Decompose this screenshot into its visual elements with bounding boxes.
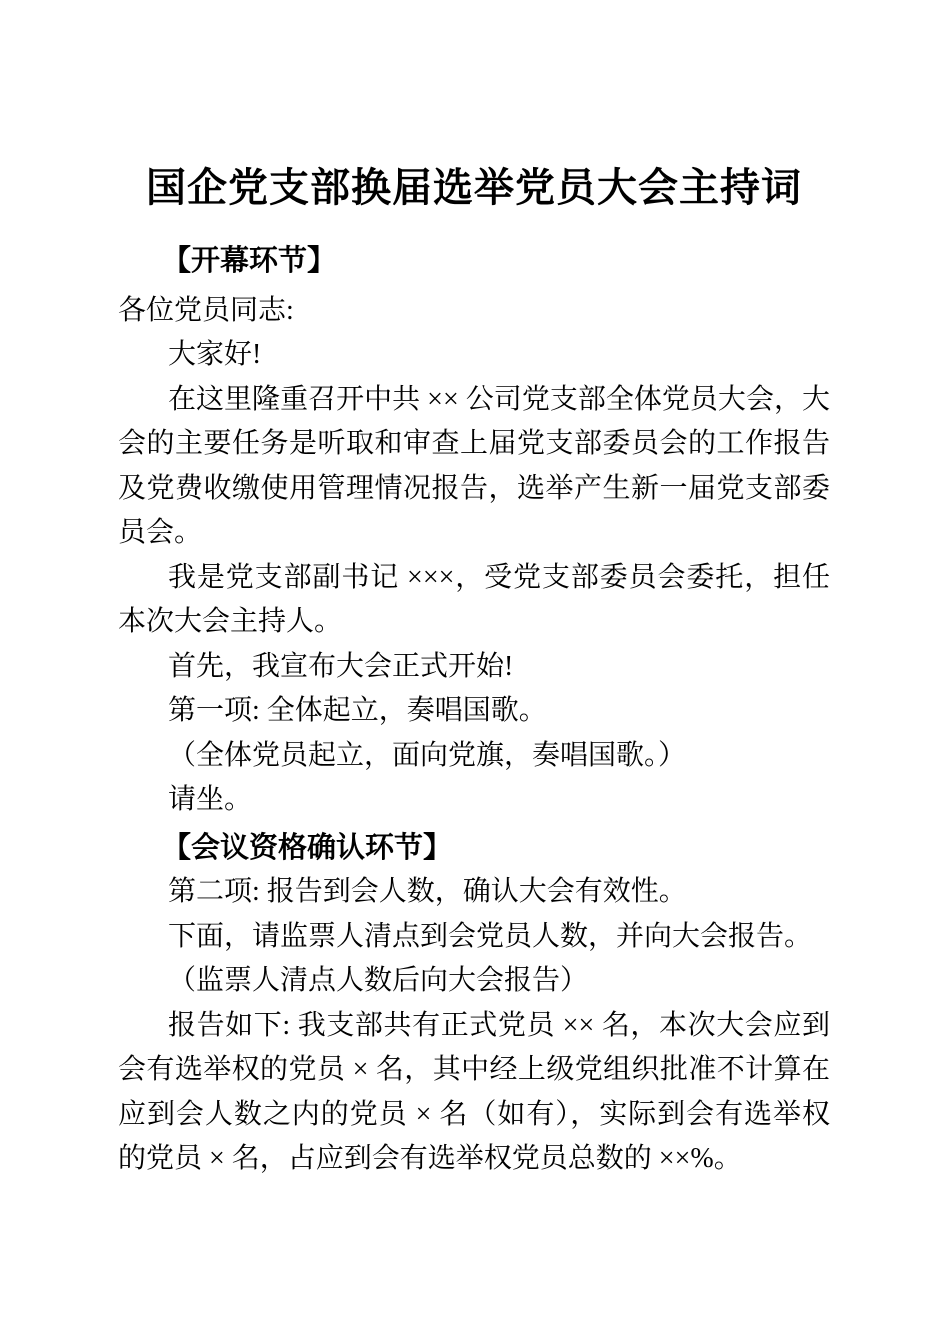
paragraph-salutation: 各位党员同志: bbox=[118, 294, 294, 326]
document-content bbox=[0, 164, 950, 1182]
paragraph-item-two: 第二项: 报告到会人数，确认大会有效性。 bbox=[168, 876, 687, 907]
paragraph-host-introduction: 我是党支部副书记 ×××，受党支部委员会委托，担任本次大会主持人。 bbox=[118, 561, 830, 637]
section-heading-qualification: 【会议资格确认环节】 bbox=[162, 831, 453, 864]
document-title: 国企党支部换届选举党员大会主持词 bbox=[146, 165, 802, 210]
paragraph-teller-stage-direction: （监票人清点人数后向大会报告） bbox=[168, 965, 589, 996]
paragraph-attendance-report: 报告如下: 我支部共有正式党员 ×× 名，本次大会应到会有选举权的党员 × 名，其中经上级党组织批准不计算在应到会人数之内的党员 × 名（如有），实际到会有选举权的党员 × 名，占应到会有选举权党员总数的 ××%。 bbox=[118, 1009, 830, 1174]
paragraph-teller-request: 下面，请监票人清点到会党员人数，并向大会报告。 bbox=[168, 920, 813, 952]
paragraph-meeting-purpose: 在这里隆重召开中共 ×× 公司党支部全体党员大会，大会的主要任务是听取和审查上届党支部委员会的工作报告及党费收缴使用管理情况报告，选举产生新一届党支部委员会。 bbox=[118, 383, 830, 548]
section-heading-opening: 【开幕环节】 bbox=[162, 245, 337, 277]
paragraph-anthem-stage-direction: （全体党员起立，面向党旗，奏唱国歌。） bbox=[168, 739, 687, 771]
paragraph-item-one: 第一项: 全体起立，奏唱国歌。 bbox=[168, 695, 547, 726]
paragraph-greeting: 大家好! bbox=[168, 339, 262, 370]
paragraph-declare-open: 首先，我宣布大会正式开始! bbox=[168, 650, 514, 682]
paragraph-please-sit: 请坐。 bbox=[168, 784, 253, 815]
